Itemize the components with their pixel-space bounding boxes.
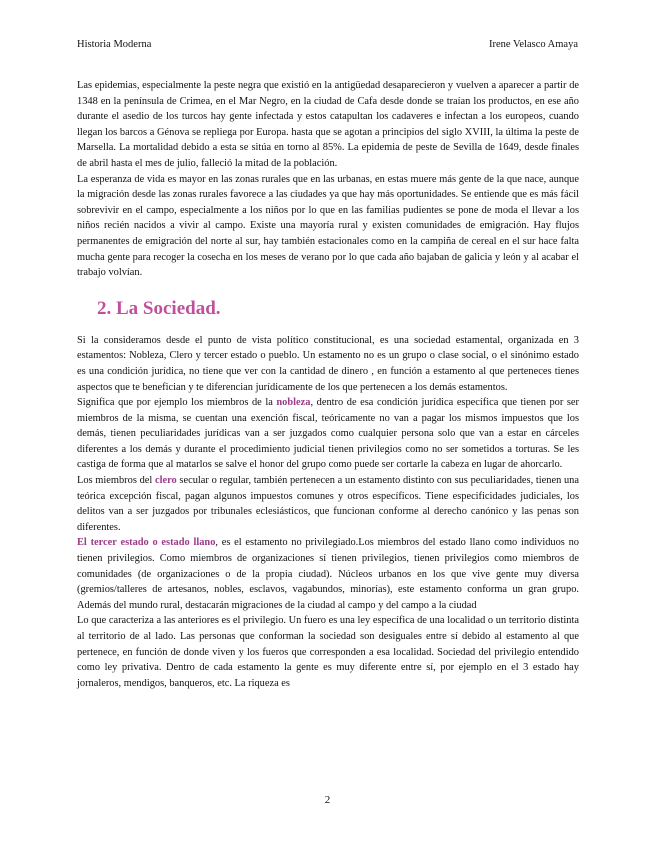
text-run: , dentro de esa condición jurídica específica que tienen por ser miembros de la misma, se cuentan una exención fiscal, teóricamente no van a pagar los mismos impuestos que los demás, tienen peculiaridades jurídicas van a ser juzgados como cualquier persona solo que van a estar en cárceles diferentes a los demás y durante el procedimiento judicial tienen privilegios como no ser sometidos a torturas. Se les castiga de forma que al matarlos se salve el honor del grupo como puede ser cortarle la cabeza en lugar de ahorcarlo. [77,397,580,471]
paragraph-clergy [77,473,579,535]
highlight-tercer-estado: El tercer estado o estado llano [77,537,216,549]
paragraph-epidemics: Las epidemias, especialmente la peste negra que existió en la antigüedad desaparecieron y vuelven a aparecer a partir de 1348 en la península de Crimea, en el Mar Negro, en la ciudad de Cafa desde donde se traían los productos, en ese año durante el asedio de los turcos hay gente infectada y estos catapultan los cadaveres e infectan a los europeos, cuando llegan los barcos a Génova se repliega por Europa. hasta que se agotan a principios del siglo XVIII, la última la peste de Marsella. La mortalidad debido a esta se sitúa en torno al 85%. La epidemia de peste de Sevilla de 1649, desde finales de abril hasta el mes de julio, falleció la mitad de la población. [77,80,579,169]
paragraph-third-estate [77,535,579,613]
paragraph-nobility [77,395,579,473]
paragraph-privilege: Lo que caracteriza a las anteriores es el privilegio. Un fuero es una ley específica de una localidad o un territorio distinta al territorio de al lado. Las personas que conforman la sociedad son desiguales entre sí debido al estamento al que pertenece, en función de donde viven y los fueros que corresponden a esa localidad. Sociedad del privilegio entendido como ley privativa. Dentro de cada estamento la gente es muy diferente entre sí, por ejemplo en el 3 estado hay jornaleros, mendigos, banqueros, etc. La riqueza es [77,615,579,689]
text-run: Los miembros del [77,475,155,487]
text-run: Significa que por ejemplo los miembros de la [77,397,277,409]
section-heading: 2. La Sociedad. [97,297,221,319]
header-course-title: Historia Moderna [77,39,152,50]
text-run: , es el estamento no privilegiado.Los miembros del estado llano como individuos no tienen privilegios. Como miembros de organizaciones sí tienen privilegios, tienen privilegios como miembros de comunidades (de organizaciones o de la propia ciudad). Núcleos urbanos en los que vive gente muy diversa (gremios/talleres de artesanos, nobles, esclavos, vagabundos, minorías), este estamento conforma un gran grupo. Además del mundo rural, destacarán migraciones de la ciudad al campo y del campo a la ciudad [77,537,579,611]
document-body [77,78,579,691]
text-run: secular o regular, también pertenecen a un estamento distinto con sus peculiaridades, tienen una teórica excepción fiscal, pagan algunos impuestos comunes y otros específicos. Tiene especificidades judiciales, los delitos van a ser juzgados por tribunales eclesiásticos, que funcionan conforme al derecho canónico y las penas son diferentes. [77,475,579,533]
page-number: 2 [324,794,331,806]
header-author: Irene Velasco Amaya [488,39,578,50]
highlight-clero: clero [154,475,177,487]
paragraph-estamental-society: Si la consideramos desde el punto de vista político constitucional, es una sociedad estamental, organizada en 3 estamentos: Nobleza, Clero y tercer estado o pueblo. Un estamento no es un grupo o clase social, o el sinónimo estado es una condición jurídica, no tiene que ver con la cantidad de dinero , en función a estamento al que perteneces tienes aspectos que te benefician y te diferencian jurídicamente de los que pertenecen a los demás estamentos. [77,334,579,393]
paragraph-life-expectancy: La esperanza de vida es mayor en las zonas rurales que en las urbanas, en estas muere más gente de la que nace, aunque la migración desde las zonas rurales favorece a las ciudades ya que hay más oportunidades. Se entiende que es más fácil sobrevivir en el campo, especialmente a los niños por lo que en las familias pudientes se pone de moda el llevar a los niños recién nacidos a vivir al campo. Existe una mayoría rural y existen comunidades de emigración. Hay flujos permanentes de emigración del norte al sur, hay también estacionales como en la campiña de cereal en el sur hace falta mucha gente para recoger la cosecha en los meses de verano por lo que cada año bajaban de galicia y león y al acabar el trabajo volvían. [77,173,579,279]
highlight-nobleza: nobleza [276,397,311,409]
